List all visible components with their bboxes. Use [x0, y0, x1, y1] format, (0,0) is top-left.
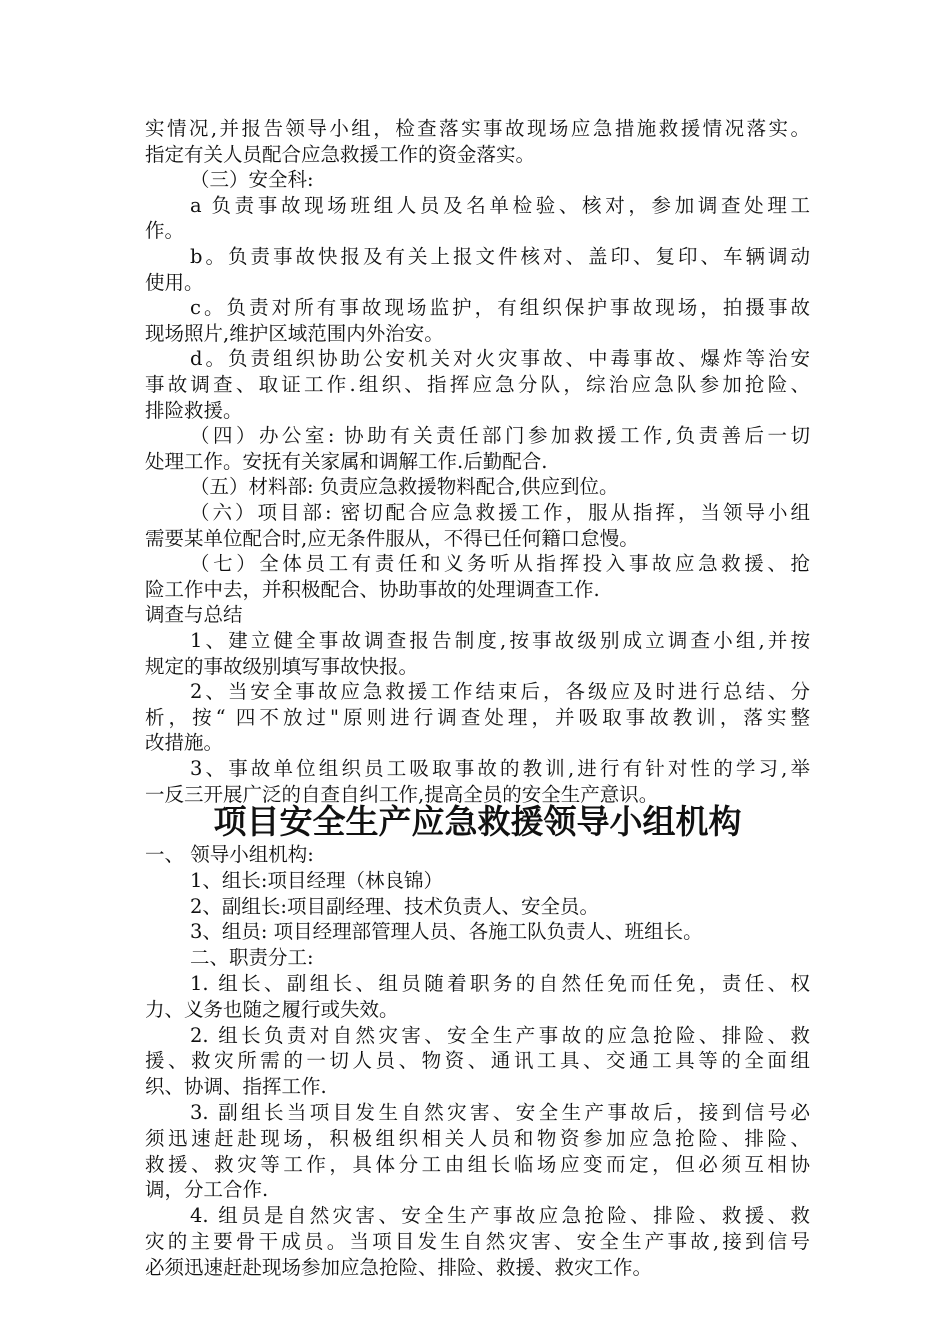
text-line: 调查与总结	[145, 603, 243, 627]
text-line: 规定的事故级别填写事故快报。	[145, 654, 419, 678]
text-line: 织、协调、指挥工作.	[145, 1075, 327, 1099]
text-line: 作。	[145, 219, 185, 243]
text-line: 一、 领导小组机构:	[145, 843, 314, 866]
text-line: 实情况,并报告领导小组，检查落实事故现场应急措施救援情况落实。	[145, 117, 810, 140]
text-line: 须迅速赶赴现场，积极组织相关人员和物资参加应急抢险、排险、	[145, 1126, 810, 1150]
text-line: 指定有关人员配合应急救援工作的资金落实。	[145, 142, 536, 166]
text-line: 必须迅速赶赴现场参加应急抢险、排险、救援、救灾工作。	[145, 1255, 653, 1279]
text-line: 1、组长:项目经理（林良锦）	[190, 868, 443, 892]
text-line: 险工作中去，并积极配合、协助事故的处理调查工作.	[145, 577, 600, 601]
text-line: 4. 组员是自然灾害、安全生产事故应急抢险、排险、救援、救	[190, 1204, 810, 1228]
text-line: 需要某单位配合时,应无条件服从，不得已任何籍口怠慢。	[145, 526, 639, 550]
text-line: 现场照片,维护区域范围内外治安。	[145, 321, 444, 345]
text-line: 调，分工合作.	[145, 1178, 269, 1202]
text-line: 2、副组长:项目副经理、技术负责人、安全员。	[190, 894, 599, 918]
text-line: 二、职责分工:	[190, 946, 314, 970]
text-line: 1、建立健全事故调查报告制度,按事故级别成立调查小组,并按	[190, 629, 810, 652]
text-line: 处理工作。安抚有关家属和调解工作.后勤配合.	[145, 449, 548, 473]
text-line: 析，按“ 四不放过"原则进行调查处理，并吸取事故教训，落实整	[145, 705, 810, 729]
text-line: 3、事故单位组织员工吸取事故的教训,进行有针对性的学习,举	[190, 757, 810, 780]
text-line: 3、组员: 项目经理部管理人员、各施工队负责人、班组长。	[190, 920, 703, 944]
text-line: b。负责事故快报及有关上报文件核对、盖印、复印、车辆调动	[190, 245, 810, 268]
text-line: d。负责组织协助公安机关对火灾事故、中毒事故、爆炸等治安	[190, 347, 810, 371]
text-line: 使用。	[145, 270, 204, 294]
text-line: 一反三开展广泛的自查自纠工作,提高全员的安全生产意识。	[145, 782, 659, 806]
text-line: 灾的主要骨干成员。当项目发生自然灾害、安全生产事故,接到信号	[145, 1230, 810, 1253]
text-line: （六）项目部: 密切配合应急救援工作，服从指挥，当领导小组	[190, 501, 810, 524]
text-line: c。负责对所有事故现场监护，有组织保护事故现场，拍摄事故	[190, 296, 810, 320]
text-line: a 负责事故现场班组人员及名单检验、核对，参加调查处理工	[190, 193, 810, 217]
text-line: 力、义务也随之履行或失效。	[145, 997, 399, 1021]
section-title: 项目安全生产应急救援领导小组机构	[213, 802, 742, 841]
text-line: 改措施。	[145, 731, 224, 755]
text-line: （五）材料部: 负责应急救援物料配合,供应到位。	[190, 475, 619, 499]
text-line: （三）安全科:	[190, 168, 314, 192]
text-line: 排险救援。	[145, 398, 243, 422]
text-line: 援、救灾所需的一切人员、物资、通讯工具、交通工具等的全面组	[145, 1049, 810, 1073]
text-line: 2、当安全事故应急救援工作结束后，各级应及时进行总结、分	[190, 680, 810, 704]
text-line: （四）办公室: 协助有关责任部门参加救援工作,负责善后一切	[190, 424, 810, 448]
text-line: 2. 组长负责对自然灾害、安全生产事故的应急抢险、排险、救	[190, 1023, 810, 1047]
text-line: （七）全体员工有责任和义务听从指挥投入事故应急救援、抢	[190, 552, 810, 576]
text-line: 1. 组长、副组长、组员随着职务的自然任免而任免，责任、权	[190, 972, 810, 995]
text-line: 救援、救灾等工作，具体分工由组长临场应变而定，但必须互相协	[145, 1152, 810, 1176]
text-line: 3. 副组长当项目发生自然灾害、安全生产事故后，接到信号必	[190, 1101, 810, 1124]
text-line: 事故调查、取证工作.组织、指挥应急分队，综治应急队参加抢险、	[145, 373, 810, 396]
